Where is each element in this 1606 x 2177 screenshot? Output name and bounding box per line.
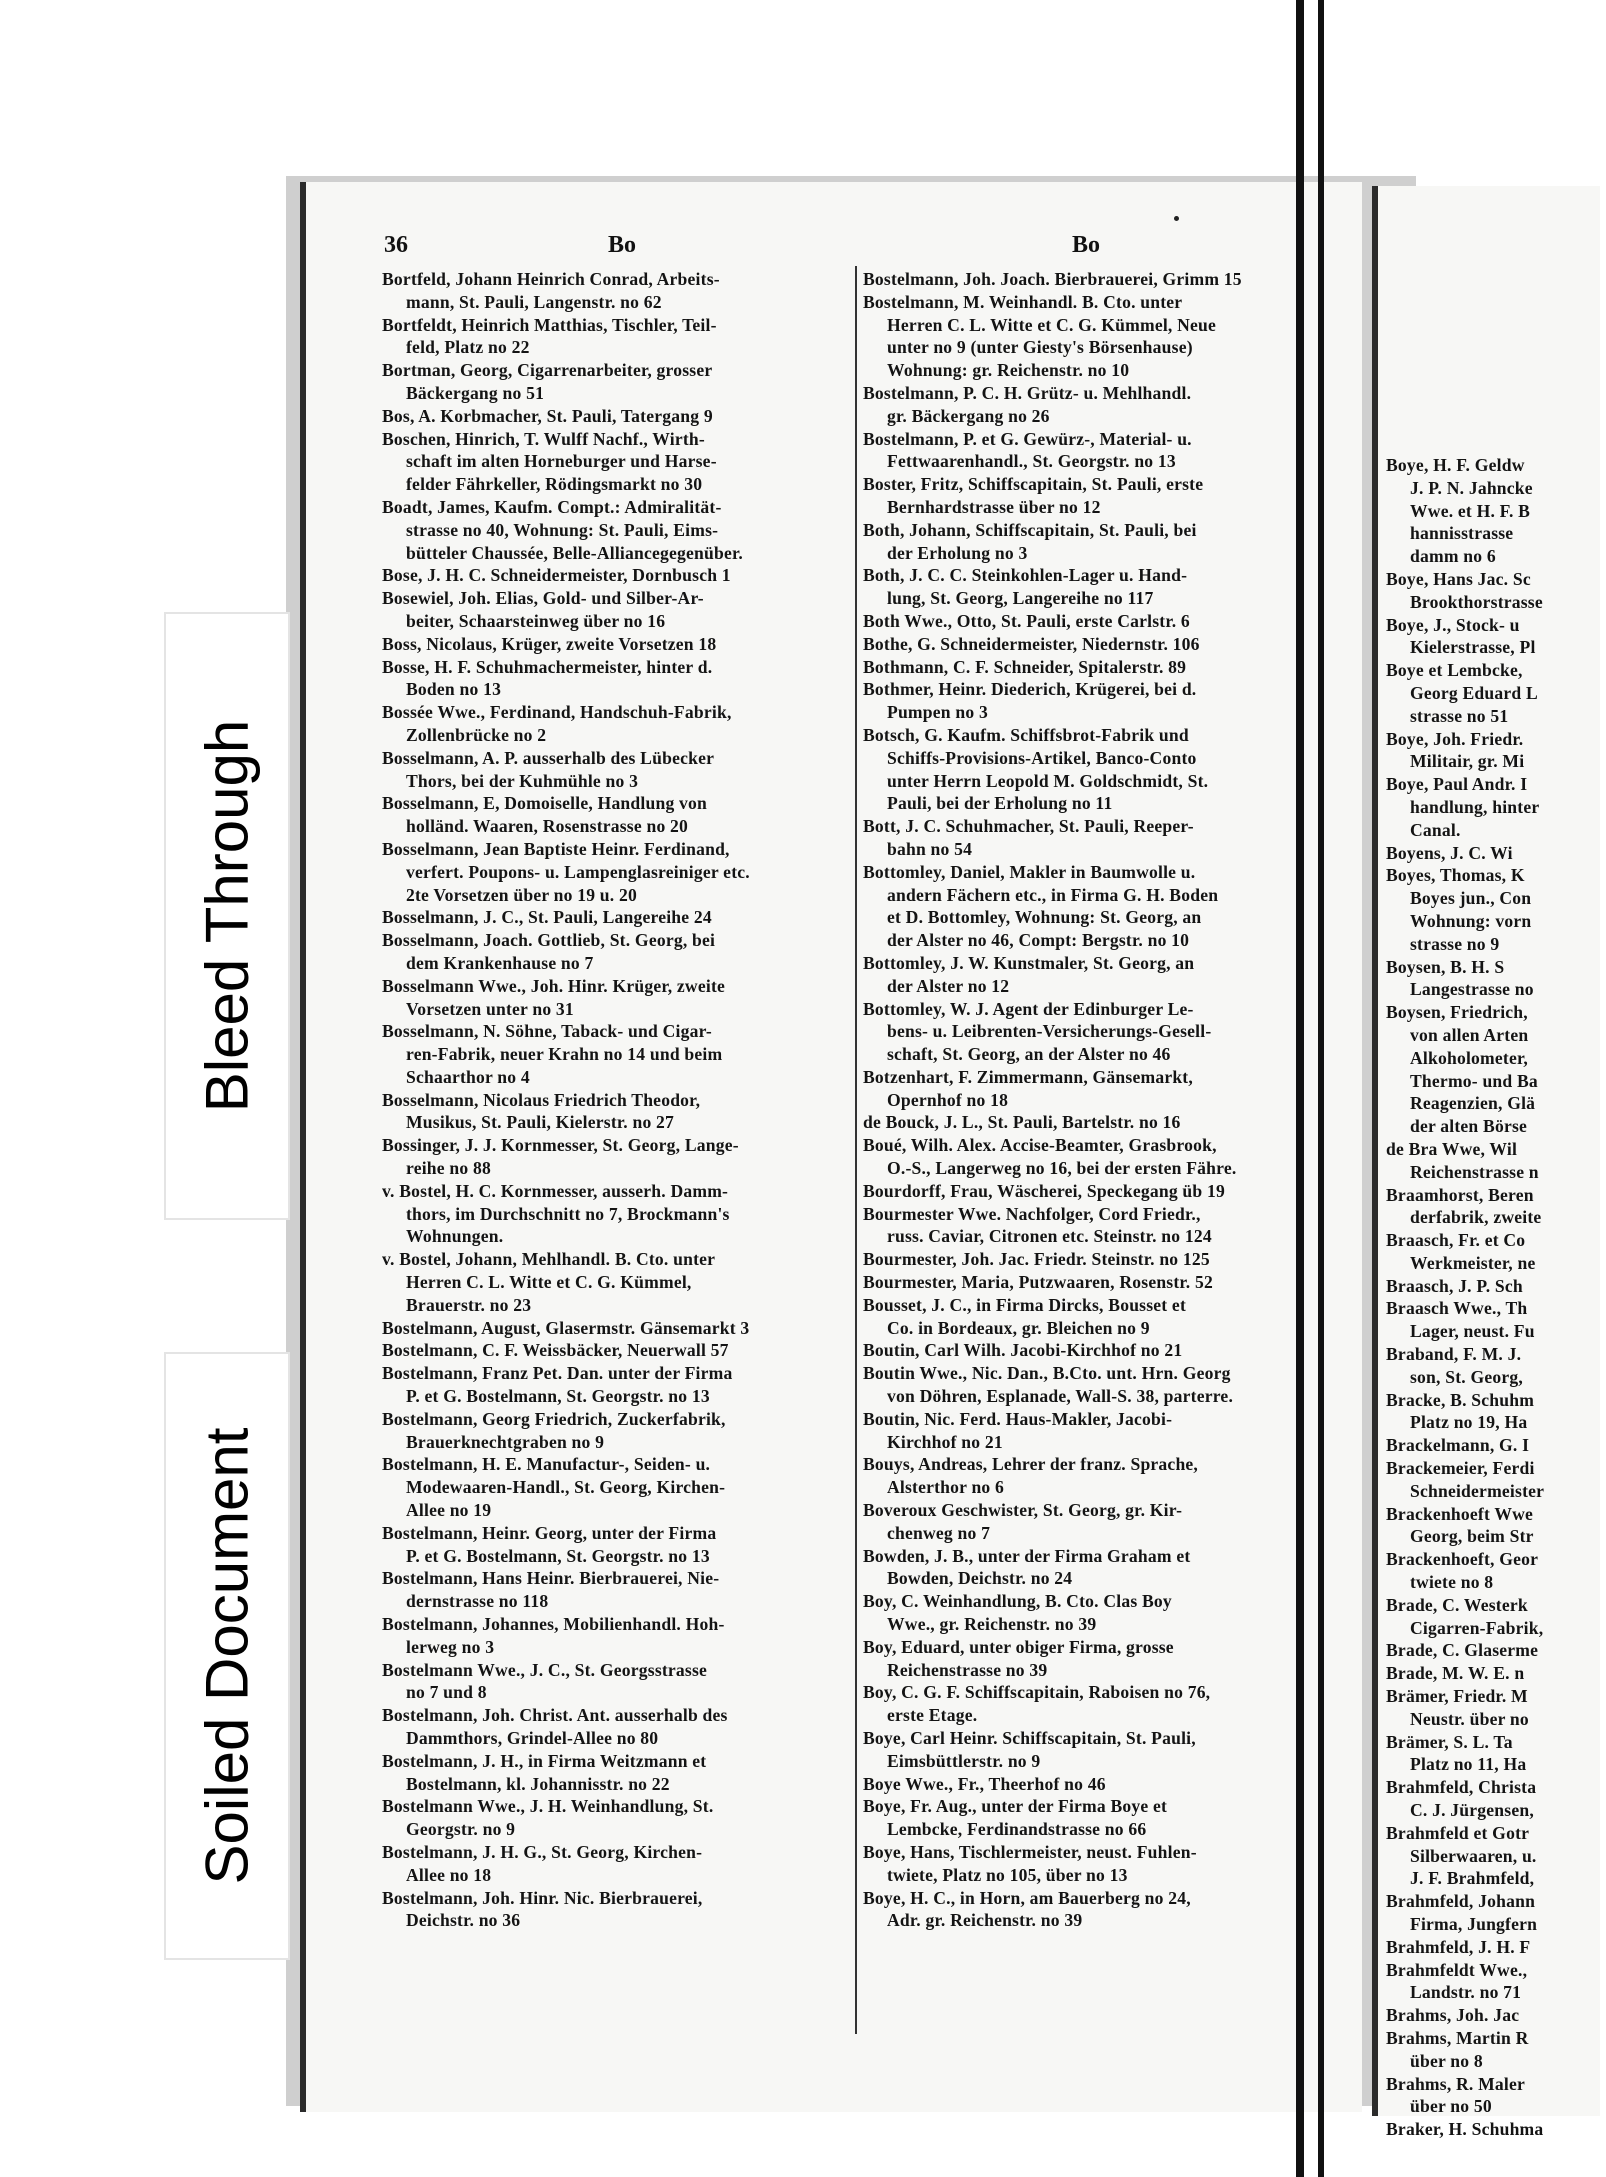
directory-line: Brackenhoeft Wwe <box>1386 1503 1534 1524</box>
directory-line: Boysen, Friedrich, <box>1386 1002 1528 1023</box>
directory-line: Braband, F. M. J. <box>1386 1344 1522 1365</box>
directory-line: Boye, Joh. Friedr. <box>1386 728 1524 749</box>
directory-line: derfabrik, zweite <box>1410 1207 1542 1228</box>
directory-line: strasse no 40, Wohnung: St. Pauli, Eims- <box>406 519 719 540</box>
directory-line: von allen Arten <box>1410 1024 1529 1045</box>
directory-line: Bose, J. H. C. Schneidermeister, Dornbusch 1 <box>382 565 731 586</box>
directory-line: Brahms, R. Maler <box>1386 2073 1526 2094</box>
soiled-document-label <box>164 1352 290 1960</box>
directory-line: Boveroux Geschwister, St. Georg, gr. Kir- <box>863 1500 1183 1521</box>
directory-line: Brahmfeld, Christa <box>1386 1777 1537 1798</box>
directory-line: Allee no 19 <box>406 1500 492 1521</box>
directory-line: Boué, Wilh. Alex. Accise-Beamter, Grasbrook, <box>863 1135 1217 1156</box>
directory-line: C. J. Jürgensen, <box>1410 1800 1534 1821</box>
directory-line: Boster, Fritz, Schiffscapitain, St. Pauli, erste <box>863 474 1204 495</box>
directory-line: Georg Eduard L <box>1410 682 1538 703</box>
directory-line: Bostelmann, Hans Heinr. Bierbrauerei, Nie- <box>382 1568 720 1589</box>
directory-line: Cigarren-Fabrik, <box>1410 1617 1544 1638</box>
directory-line: Bosselmann, Nicolaus Friedrich Theodor, <box>382 1089 701 1110</box>
directory-line: Bosselmann, N. Söhne, Taback- und Cigar- <box>382 1021 712 1042</box>
directory-line: Bostelmann, kl. Johannisstr. no 22 <box>406 1773 670 1794</box>
directory-line: Bosselmann, Jean Baptiste Heinr. Ferdinand, <box>382 838 730 859</box>
directory-line: son, St. Georg, <box>1410 1366 1523 1387</box>
directory-line: Neustr. über no <box>1410 1708 1529 1729</box>
directory-line: Wohnungen. <box>406 1226 504 1247</box>
directory-line: Both, J. C. C. Steinkohlen-Lager u. Hand- <box>863 565 1188 586</box>
directory-line: Bourmester, Joh. Jac. Friedr. Steinstr. no 125 <box>863 1249 1210 1270</box>
directory-line: Schaarthor no 4 <box>406 1066 530 1087</box>
directory-line: von Döhren, Esplanade, Wall-S. 38, parterre. <box>887 1386 1234 1407</box>
directory-line: Bostelmann, M. Weinhandl. B. Cto. unter <box>863 291 1183 312</box>
directory-line: Braasch, J. P. Sch <box>1386 1275 1523 1296</box>
directory-line: Bothmer, Heinr. Diederich, Krügerei, bei d. <box>863 679 1197 700</box>
directory-line: Bosse, H. F. Schuhmachermeister, hinter d. <box>382 656 713 677</box>
directory-line: Bostelmann, H. E. Manufactur-, Seiden- u. <box>382 1454 711 1475</box>
directory-line: Firma, Jungfern <box>1410 1914 1538 1934</box>
directory-line: Bosselmann, J. C., St. Pauli, Langereihe 24 <box>382 907 712 928</box>
directory-line: Bottomley, Daniel, Makler in Baumwolle u. <box>863 861 1196 882</box>
directory-line: Thors, bei der Kuhmühle no 3 <box>406 770 639 791</box>
directory-line: dem Krankenhause no 7 <box>406 952 594 973</box>
directory-line: Herren C. L. Witte et C. G. Kümmel, <box>406 1272 692 1293</box>
directory-line: strasse no 51 <box>1410 705 1509 726</box>
directory-line: Canal. <box>1410 819 1461 840</box>
directory-line: Botsch, G. Kaufm. Schiffsbrot-Fabrik und <box>863 724 1189 745</box>
right-page <box>1372 186 1600 2140</box>
directory-line: Brahmfeldt Wwe., <box>1386 1959 1528 1980</box>
directory-line: Bostelmann, Franz Pet. Dan. unter der Firma <box>382 1363 733 1384</box>
directory-line: felder Fährkeller, Rödingsmarkt no 30 <box>406 474 703 495</box>
directory-line: Bortfeldt, Heinrich Matthias, Tischler, Teil- <box>382 314 717 335</box>
directory-line: Wwe. et H. F. B <box>1410 500 1531 521</box>
directory-line: Pumpen no 3 <box>887 702 988 723</box>
directory-line: Braamhorst, Beren <box>1386 1184 1534 1205</box>
directory-line: bütteler Chaussée, Belle-Alliancegegenüber. <box>406 542 743 563</box>
directory-line: Boutin, Nic. Ferd. Haus-Makler, Jacobi- <box>863 1408 1173 1429</box>
directory-line: Brahmfeld, Johann <box>1386 1891 1536 1912</box>
directory-line: Dammthors, Grindel-Allee no 80 <box>406 1728 659 1748</box>
directory-line: Brade, C. Glaserme <box>1386 1640 1539 1661</box>
directory-line: feld, Platz no 22 <box>406 337 530 358</box>
directory-line: 2te Vorsetzen über no 19 u. 20 <box>406 884 637 905</box>
directory-line: Eimsbüttlerstr. no 9 <box>887 1750 1041 1771</box>
directory-line: Co. in Bordeaux, gr. Bleichen no 9 <box>887 1317 1150 1338</box>
directory-line: Bosselmann, Joach. Gottlieb, St. Georg, bei <box>382 930 716 951</box>
directory-line: Boadt, James, Kaufm. Compt.: Admiralität- <box>382 496 722 517</box>
directory-line: Brahmfeld et Gotr <box>1386 1822 1530 1843</box>
directory-line: twiete no 8 <box>1410 1572 1494 1593</box>
directory-line: Schneidermeister <box>1410 1480 1545 1501</box>
directory-line: Bortman, Georg, Cigarrenarbeiter, grosser <box>382 360 713 381</box>
directory-line: schaft im alten Horneburger und Harse- <box>406 451 717 472</box>
directory-line: Bott, J. C. Schuhmacher, St. Pauli, Reeper- <box>863 816 1194 837</box>
directory-line: v. Bostel, H. C. Kornmesser, ausserh. Damm- <box>382 1180 729 1201</box>
directory-line: Boutin, Carl Wilh. Jacobi-Kirchhof no 21 <box>863 1340 1183 1361</box>
directory-line: Bosselmann, E, Domoiselle, Handlung von <box>382 793 708 814</box>
directory-line: hannisstrasse <box>1410 523 1514 544</box>
directory-line: Brackelmann, G. I <box>1386 1435 1530 1456</box>
directory-line: Brahmfeld, J. H. F <box>1386 1936 1531 1957</box>
directory-line: Platz no 11, Ha <box>1410 1754 1527 1775</box>
directory-line: J. F. Brahmfeld, <box>1410 1868 1535 1889</box>
directory-line: Bostelmann, Joh. Christ. Ant. ausserhalb des <box>382 1705 728 1726</box>
directory-line: Reichenstrasse no 39 <box>887 1659 1048 1680</box>
directory-line: verfert. Poupons- u. Lampenglasreiniger etc. <box>406 861 750 882</box>
column-middle <box>863 268 1350 1932</box>
directory-line: Bostelmann, Georg Friedrich, Zuckerfabrik, <box>382 1408 726 1429</box>
directory-line: strasse no 9 <box>1410 933 1500 954</box>
directory-line: Lembcke, Ferdinandstrasse no 66 <box>887 1819 1147 1840</box>
directory-line: über no 8 <box>1410 2050 1483 2071</box>
directory-line: Bracke, B. Schuhm <box>1386 1389 1535 1410</box>
directory-line: Brauerknechtgraben no 9 <box>406 1431 605 1452</box>
directory-line: Bäckergang no 51 <box>406 382 545 403</box>
directory-line: Pauli, bei der Erholung no 11 <box>887 793 1113 814</box>
directory-line: v. Bostel, Johann, Mehlhandl. B. Cto. unter <box>382 1249 716 1270</box>
directory-line: Bernhardstrasse über no 12 <box>887 496 1101 517</box>
directory-line: Modewaaren-Handl., St. Georg, Kirchen- <box>406 1477 726 1498</box>
directory-line: Bostelmann, Heinr. Georg, unter der Firma <box>382 1522 717 1543</box>
directory-line: Brade, C. Westerk <box>1386 1594 1528 1615</box>
directory-line: Bosewiel, Joh. Elias, Gold- und Silber-Ar- <box>382 588 704 609</box>
directory-line: Zollenbrücke no 2 <box>406 724 547 745</box>
directory-line: Silberwaaren, u. <box>1410 1845 1537 1866</box>
directory-line: lung, St. Georg, Langereihe no 117 <box>887 588 1154 609</box>
directory-line: Boye Wwe., Fr., Theerhof no 46 <box>863 1773 1106 1794</box>
column-right <box>1386 454 1606 2141</box>
directory-line: Militair, gr. Mi <box>1410 751 1525 772</box>
directory-line: Braker, H. Schuhma <box>1386 2119 1544 2140</box>
directory-line: Reagenzien, Glä <box>1410 1093 1536 1114</box>
directory-line: Bourmester Wwe. Nachfolger, Cord Friedr., <box>863 1203 1201 1224</box>
directory-line: Brämer, S. L. Ta <box>1386 1731 1513 1752</box>
directory-line: Alsterthor no 6 <box>887 1477 1005 1498</box>
ink-speck <box>1174 216 1179 221</box>
directory-line: Brade, M. W. E. n <box>1386 1663 1525 1684</box>
directory-line: Brahms, Martin R <box>1386 2027 1529 2048</box>
directory-line: bahn no 54 <box>887 838 973 859</box>
directory-line: unter Herrn Leopold M. Goldschmidt, St. <box>887 770 1209 791</box>
directory-line: Boyens, J. C. Wi <box>1386 842 1513 863</box>
directory-line: Bostelmann, P. C. H. Grütz- u. Mehlhandl. <box>863 382 1192 403</box>
directory-line: unter no 9 (unter Giesty's Börsenhause) <box>887 337 1193 358</box>
directory-line: P. et G. Bostelmann, St. Georgstr. no 13 <box>406 1386 710 1407</box>
directory-line: Bostelmann Wwe., J. H. Weinhandlung, St. <box>382 1796 714 1817</box>
directory-line: Herren C. L. Witte et C. G. Kümmel, Neue <box>887 314 1217 335</box>
directory-line: Bossinger, J. J. Kornmesser, St. Georg, Lange- <box>382 1135 739 1156</box>
directory-line: Bosselmann Wwe., Joh. Hinr. Krüger, zweite <box>382 975 726 996</box>
directory-line: Bouys, Andreas, Lehrer der franz. Sprache, <box>863 1454 1199 1475</box>
directory-line: der alten Börse <box>1410 1116 1528 1137</box>
directory-line: der Alster no 12 <box>887 975 1010 996</box>
directory-line: Boye, Carl Heinr. Schiffscapitain, St. Pauli, <box>863 1728 1196 1748</box>
directory-line: Boye, J., Stock- u <box>1386 614 1520 635</box>
directory-line: Botzenhart, F. Zimmermann, Gänsemarkt, <box>863 1066 1193 1087</box>
directory-line: über no 50 <box>1410 2096 1492 2117</box>
directory-line: Boy, Eduard, unter obiger Firma, grosse <box>863 1636 1174 1657</box>
directory-line: P. et G. Bostelmann, St. Georgstr. no 13 <box>406 1545 710 1566</box>
directory-line: Bottomley, W. J. Agent der Edinburger Le- <box>863 998 1194 1019</box>
directory-line: Bowden, Deichstr. no 24 <box>887 1568 1073 1589</box>
directory-line: Brämer, Friedr. M <box>1386 1686 1528 1707</box>
directory-line: thors, im Durchschnitt no 7, Brockmann's <box>406 1203 730 1224</box>
directory-line: damm no 6 <box>1410 546 1496 567</box>
directory-line: der Alster no 46, Compt: Bergstr. no 10 <box>887 930 1190 951</box>
directory-line: Wohnung: gr. Reichenstr. no 10 <box>887 360 1130 381</box>
directory-line: Brahms, Joh. Jac <box>1386 2005 1520 2026</box>
directory-line: de Bouck, J. L., St. Pauli, Bartelstr. no 16 <box>863 1112 1181 1133</box>
running-header-left: Bo <box>608 232 637 258</box>
directory-line: der Erholung no 3 <box>887 542 1028 563</box>
directory-line: Kielerstrasse, Pl <box>1410 637 1536 658</box>
directory-line: Bossée Wwe., Ferdinand, Handschuh-Fabrik, <box>382 702 732 723</box>
directory-line: O.-S., Langerweg no 16, bei der ersten Fähre. <box>887 1158 1237 1179</box>
directory-line: holländ. Waaren, Rosenstrasse no 20 <box>406 816 689 837</box>
directory-line: Opernhof no 18 <box>887 1089 1009 1110</box>
page-number: 36 <box>384 232 408 258</box>
directory-line: ren-Fabrik, neuer Krahn no 14 und beim <box>406 1044 723 1065</box>
directory-line: Wohnung: vorn <box>1410 910 1532 931</box>
directory-line: Braasch Wwe., Th <box>1386 1298 1528 1319</box>
directory-line: Boyes, Thomas, K <box>1386 865 1525 886</box>
directory-line: Bottomley, J. W. Kunstmaler, St. Georg, an <box>863 952 1195 973</box>
directory-line: Bourdorff, Frau, Wäscherei, Speckegang üb 19 <box>863 1180 1225 1201</box>
directory-line: Langestrasse no <box>1410 979 1534 1000</box>
directory-line: Boye, H. F. Geldw <box>1386 455 1525 475</box>
directory-line: Reichenstrasse n <box>1410 1161 1539 1182</box>
directory-line: Werkmeister, ne <box>1410 1252 1536 1273</box>
directory-line: Bousset, J. C., in Firma Dircks, Bousset et <box>863 1294 1187 1315</box>
directory-line: Boyes jun., Con <box>1410 888 1532 909</box>
directory-line: Bos, A. Korbmacher, St. Pauli, Tatergang 9 <box>382 405 713 426</box>
directory-line: Boy, C. G. F. Schiffscapitain, Raboisen no 76, <box>863 1682 1211 1703</box>
directory-line: Georgstr. no 9 <box>406 1819 516 1840</box>
directory-line: Bosselmann, A. P. ausserhalb des Lübecker <box>382 747 715 768</box>
directory-line: Bostelmann, P. et G. Gewürz-, Material- u. <box>863 428 1192 449</box>
directory-line: Allee no 18 <box>406 1864 492 1885</box>
directory-line: Landstr. no 71 <box>1410 1982 1522 2003</box>
directory-line: Bostelmann, J. H. G., St. Georg, Kirchen- <box>382 1841 703 1862</box>
directory-line: Boden no 13 <box>406 679 502 700</box>
directory-line: Bostelmann, Joh. Hinr. Nic. Bierbrauerei, <box>382 1887 703 1908</box>
directory-line: schaft, St. Georg, an der Alster no 46 <box>887 1044 1171 1065</box>
directory-line: Brackenhoeft, Geor <box>1386 1549 1539 1570</box>
directory-line: Boye, Fr. Aug., unter der Firma Boye et <box>863 1796 1168 1817</box>
directory-line: handlung, hinter <box>1410 796 1540 817</box>
directory-line: Georg, beim Str <box>1410 1526 1534 1547</box>
directory-line: Fettwaarenhandl., St. Georgstr. no 13 <box>887 451 1176 472</box>
directory-line: erste Etage. <box>887 1705 978 1726</box>
directory-line: russ. Caviar, Citronen etc. Steinstr. no 124 <box>887 1226 1212 1247</box>
directory-line: Schiffs-Provisions-Artikel, Banco-Conto <box>887 747 1197 768</box>
directory-line: lerweg no 3 <box>406 1636 495 1657</box>
directory-line: Bortfeld, Johann Heinrich Conrad, Arbeits- <box>382 269 720 289</box>
directory-line: de Bra Wwe, Wil <box>1386 1138 1518 1159</box>
directory-line: Deichstr. no 36 <box>406 1910 521 1931</box>
directory-line: Boye, Hans Jac. Sc <box>1386 568 1531 589</box>
directory-line: Bourmester, Maria, Putzwaaren, Rosenstr. 52 <box>863 1272 1214 1293</box>
soiled-document-text: Soiled Document <box>193 1427 261 1885</box>
directory-line: Bostelmann Wwe., J. C., St. Georgsstrasse <box>382 1659 708 1680</box>
directory-line: Bostelmann, Joh. Joach. Bierbrauerei, Grimm 15 <box>863 269 1242 289</box>
directory-line: Both Wwe., Otto, St. Pauli, erste Carlstr. 6 <box>863 610 1190 631</box>
directory-line: Brackemeier, Ferdi <box>1386 1458 1535 1479</box>
directory-line: bens- u. Leibrenten-Versicherungs-Gesell- <box>887 1021 1212 1042</box>
directory-line: Brauerstr. no 23 <box>406 1294 532 1315</box>
directory-line: J. P. N. Jahncke <box>1410 477 1533 498</box>
directory-line: et D. Bottomley, Wohnung: St. Georg, an <box>887 907 1202 928</box>
running-header-mid: Bo <box>1072 232 1101 258</box>
directory-line: Boschen, Hinrich, T. Wulff Nachf., Wirth- <box>382 428 705 449</box>
directory-line: reihe no 88 <box>406 1158 491 1179</box>
directory-line: Bothe, G. Schneidermeister, Niedernstr. 106 <box>863 633 1200 654</box>
directory-line: mann, St. Pauli, Langenstr. no 62 <box>406 291 662 312</box>
column-divider <box>855 266 857 2034</box>
directory-line: Platz no 19, Ha <box>1410 1412 1528 1433</box>
directory-line: Boye, H. C., in Horn, am Bauerberg no 24, <box>863 1887 1191 1908</box>
directory-line: Lager, neust. Fu <box>1410 1321 1535 1342</box>
directory-line: beiter, Schaarsteinweg über no 16 <box>406 610 666 631</box>
directory-line: twiete, Platz no 105, über no 13 <box>887 1864 1128 1885</box>
directory-line: Boss, Nicolaus, Krüger, zweite Vorsetzen 18 <box>382 633 717 654</box>
directory-line: Boye et Lembcke, <box>1386 660 1523 681</box>
directory-line: Boye, Hans, Tischlermeister, neust. Fuhlen- <box>863 1841 1197 1862</box>
directory-line: dernstrasse no 118 <box>406 1591 549 1612</box>
directory-line: Boye, Paul Andr. I <box>1386 774 1528 795</box>
directory-line: Boutin Wwe., Nic. Dan., B.Cto. unt. Hrn. Georg <box>863 1363 1231 1384</box>
bleed-through-text: Bleed Through <box>193 719 261 1113</box>
bleed-through-label <box>164 612 290 1220</box>
directory-line: Bostelmann, J. H., in Firma Weitzmann et <box>382 1750 707 1771</box>
directory-line: Vorsetzen unter no 31 <box>406 998 574 1019</box>
directory-line: Kirchhof no 21 <box>887 1431 1003 1452</box>
directory-line: Braasch, Fr. et Co <box>1386 1230 1526 1251</box>
directory-line: Bostelmann, August, Glasermstr. Gänsemarkt 3 <box>382 1317 750 1338</box>
directory-line: gr. Bäckergang no 26 <box>887 405 1050 426</box>
directory-line: Adr. gr. Reichenstr. no 39 <box>887 1910 1083 1931</box>
directory-line: andern Fächern etc., in Firma G. H. Boden <box>887 884 1219 905</box>
directory-line: Both, Johann, Schiffscapitain, St. Pauli, bei <box>863 519 1197 540</box>
directory-line: Thermo- und Ba <box>1410 1070 1538 1091</box>
directory-line: Boy, C. Weinhandlung, B. Cto. Clas Boy <box>863 1591 1172 1612</box>
directory-line: Bostelmann, Johannes, Mobilienhandl. Hoh- <box>382 1614 725 1635</box>
directory-line: Alkoholometer, <box>1410 1047 1528 1068</box>
directory-line: Bostelmann, C. F. Weissbäcker, Neuerwall 57 <box>382 1340 729 1361</box>
directory-line: chenweg no 7 <box>887 1522 991 1543</box>
directory-line: Bowden, J. B., unter der Firma Graham et <box>863 1545 1191 1566</box>
directory-line: Wwe., gr. Reichenstr. no 39 <box>887 1614 1097 1635</box>
directory-line: Brookthorstrasse <box>1410 591 1543 612</box>
directory-line: no 7 und 8 <box>406 1682 487 1703</box>
directory-line: Musikus, St. Pauli, Kielerstr. no 27 <box>406 1112 675 1133</box>
directory-line: Bothmann, C. F. Schneider, Spitalerstr. 89 <box>863 656 1187 677</box>
column-left <box>382 268 850 1932</box>
directory-line: Boysen, B. H. S <box>1386 956 1505 977</box>
